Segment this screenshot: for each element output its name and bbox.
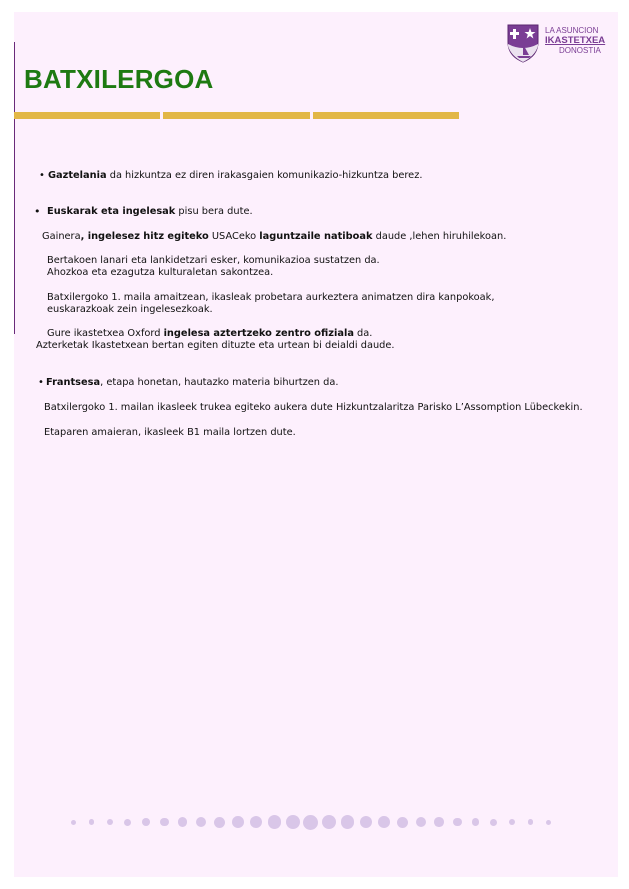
decorative-dot bbox=[360, 816, 373, 829]
decorative-dot bbox=[322, 815, 336, 829]
paragraph-trukea: Batxilergoko 1. mailan ikasleek trukea egiteko aukera dute Hizkuntzalaritza Parisko L’Assomption Lübeckekin. bbox=[44, 402, 583, 413]
decorative-dot bbox=[490, 819, 497, 826]
decorative-dot bbox=[303, 815, 318, 830]
paragraph-ahozkoa: Ahozkoa eta ezagutza kulturaletan sakontzea. bbox=[47, 267, 274, 278]
bullet: • bbox=[39, 170, 45, 181]
logo-line2: IKASTETXEA bbox=[545, 35, 606, 46]
title-rule-segment bbox=[14, 112, 160, 119]
left-vertical-rule bbox=[14, 42, 15, 334]
decorative-dot bbox=[546, 820, 551, 825]
decorative-dot bbox=[89, 819, 94, 824]
decorative-dot bbox=[160, 818, 169, 827]
decorative-dot bbox=[178, 817, 187, 826]
decorative-dot bbox=[416, 817, 426, 827]
decorative-dot bbox=[397, 817, 408, 828]
bullet: • bbox=[38, 377, 44, 388]
paragraph-euskara-ingelesa: Euskarak eta ingelesak pisu bera dute. bbox=[47, 206, 253, 217]
decorative-dot bbox=[232, 816, 244, 828]
paragraph-usac: Gainera, ingelesez hitz egiteko USACeko laguntzaile natiboak daude ,lehen hiruhilekoan. bbox=[42, 231, 507, 242]
paragraph-oxford: Gure ikastetxea Oxford ingelesa aztertzeko zentro ofiziala da. bbox=[47, 328, 373, 339]
decorative-dot bbox=[268, 815, 281, 828]
paragraph-probak: Batxilergoko 1. maila amaitzean, ikasleak probetara aurkeztera animatzen dira kanpokoak, bbox=[47, 292, 495, 303]
page-title: BATXILERGOA bbox=[24, 64, 214, 94]
school-logo bbox=[505, 22, 605, 66]
paragraph-probak-cont: euskarazkoak zein ingelesezkoak. bbox=[47, 304, 213, 315]
decorative-dot-row bbox=[60, 812, 560, 832]
decorative-dot bbox=[509, 819, 515, 825]
paragraph-gaztelania: Gaztelania da hizkuntza ez diren irakasgaien komunikazio-hizkuntza berez. bbox=[48, 170, 423, 181]
decorative-dot bbox=[250, 816, 263, 829]
bullet: • bbox=[34, 205, 41, 218]
paragraph-komunikazioa: Bertakoen lanari eta lankidetzari esker, komunikazioa sustatzen da. bbox=[47, 255, 380, 266]
decorative-dot bbox=[124, 819, 131, 826]
paragraph-frantsesa: Frantsesa, etapa honetan, hautazko materia bihurtzen da. bbox=[46, 377, 339, 388]
shield-icon bbox=[505, 22, 541, 64]
decorative-dot bbox=[341, 815, 354, 828]
decorative-dot bbox=[214, 817, 225, 828]
decorative-dot bbox=[196, 817, 206, 827]
paragraph-b1: Etaparen amaieran, ikasleek B1 maila lortzen dute. bbox=[44, 427, 296, 438]
paragraph-azterketak: Azterketak Ikastetxean bertan egiten dituzte eta urtean bi deialdi daude. bbox=[36, 340, 395, 351]
decorative-dot bbox=[528, 819, 533, 824]
logo-line3: DONOSTIA bbox=[559, 46, 601, 55]
decorative-dot bbox=[434, 817, 443, 826]
decorative-dot bbox=[71, 820, 76, 825]
title-rule-segment bbox=[313, 112, 459, 119]
decorative-dot bbox=[107, 819, 113, 825]
decorative-dot bbox=[472, 818, 480, 826]
title-rule-segment bbox=[163, 112, 310, 119]
decorative-dot bbox=[378, 816, 390, 828]
decorative-dot bbox=[453, 818, 462, 827]
decorative-dot bbox=[142, 818, 150, 826]
page-background bbox=[14, 12, 618, 877]
logo-line1: LA ASUNCION bbox=[545, 26, 599, 35]
decorative-dot bbox=[286, 815, 300, 829]
